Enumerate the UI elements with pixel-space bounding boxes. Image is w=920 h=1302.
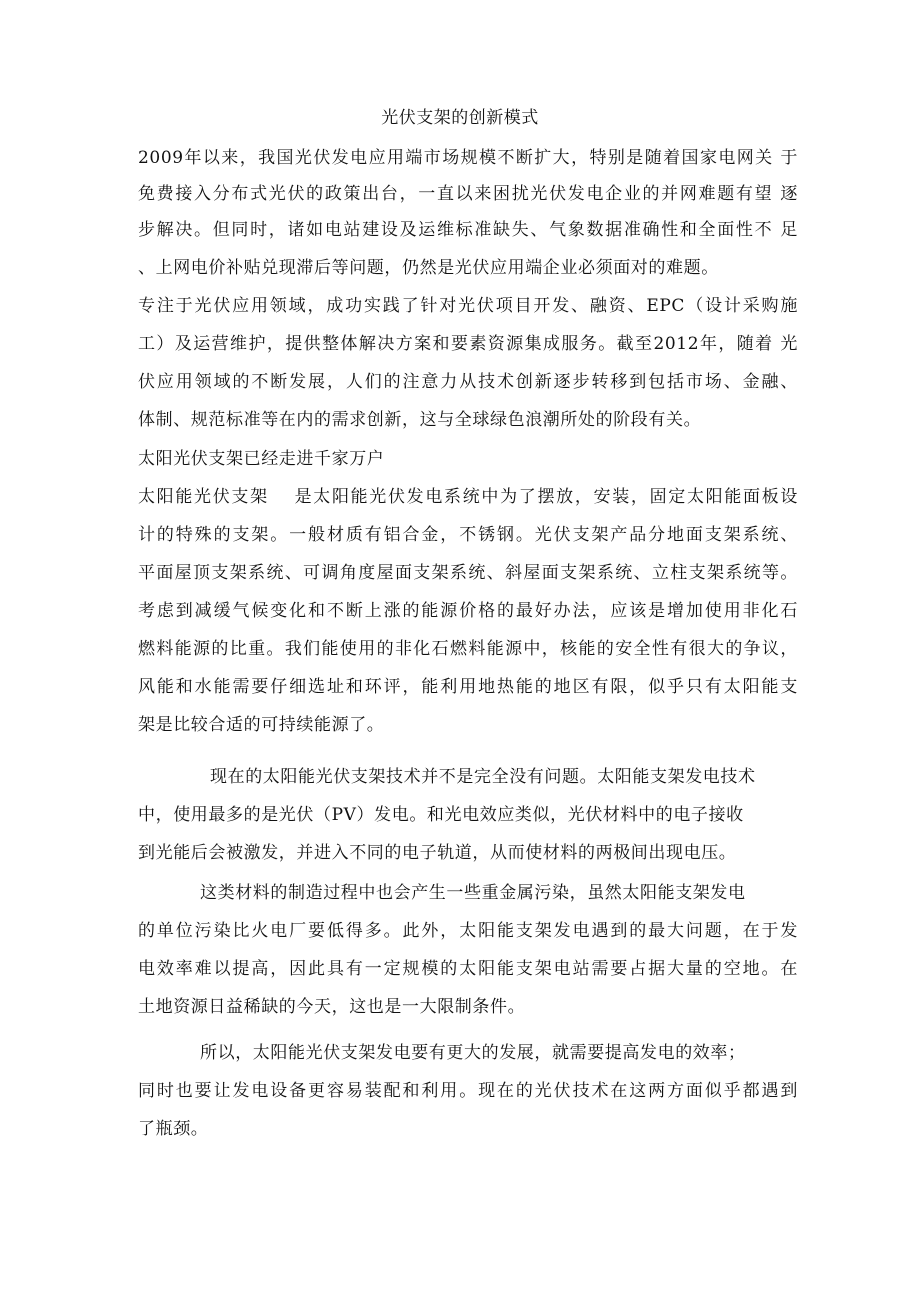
text-line: 伏应用领域的不断发展，人们的注意力从技术创新逐步转移到包括市场、金融、 [138, 372, 798, 392]
text-line: 中，使用最多的是光伏（PV）发电。和光电效应类似，光伏材料中的电子接收 [138, 805, 744, 825]
text-line: 所以，太阳能光伏支架发电要有更大的发展，就需要提高发电的效率； [200, 1043, 746, 1063]
text-line: 2009年以来，我国光伏发电应用端市场规模不断扩大，特别是随着国家电网关 于 [138, 148, 798, 168]
text-line: 风能和水能需要仔细选址和环评，能利用地热能的地区有限，似乎只有太阳能支 [138, 677, 798, 697]
text-line: 考虑到减缓气候变化和不断上涨的能源价格的最好办法，应该是增加使用非化石 [138, 601, 798, 621]
text-line: 体制、规范标准等在内的需求创新，这与全球绿色浪潮所处的阶段有关。 [138, 410, 702, 430]
text-line: 工）及运营维护，提供整体解决方案和要素资源集成服务。截至2012年，随着 光 [138, 334, 798, 354]
text-line: 的单位污染比火电厂要低得多。此外，太阳能支架发电遇到的最大问题，在于发 [138, 921, 798, 941]
text-line: 同时也要让发电设备更容易装配和利用。现在的光伏技术在这两方面似乎都遇到 [138, 1081, 798, 1101]
text-line: 电效率难以提高，因此具有一定规模的太阳能支架电站需要占据大量的空地。在 [138, 959, 798, 979]
text-line: 免费接入分布式光伏的政策出台，一直以来困扰光伏发电企业的并网难题有望 逐 [138, 184, 798, 204]
text-line: 了瓶颈。 [138, 1119, 209, 1139]
text-line: 专注于光伏应用领域，成功实践了针对光伏项目开发、融资、EPC（设计采购施 [138, 296, 798, 316]
text-line: 步解决。但同时，诸如电站建设及运维标准缺失、气象数据准确性和全面性不 足 [138, 220, 798, 240]
page-title: 光伏支架的创新模式 [381, 108, 539, 128]
section-heading: 太阳光伏支架已经走进千家万户 [138, 449, 385, 469]
text-line: 到光能后会被激发，并进入不同的电子轨道，从而使材料的两极间出现电压。 [138, 843, 737, 863]
text-line: 土地资源日益稀缺的今天，这也是一大限制条件。 [138, 997, 526, 1017]
text-line: 平面屋顶支架系统、可调角度屋面支架系统、斜屋面支架系统、立柱支架系统等。 [138, 563, 798, 583]
text-line: 燃料能源的比重。我们能使用的非化石燃料能源中，核能的安全性有很大的争议， [138, 639, 798, 659]
text-line: 太阳能光伏支架 是太阳能光伏发电系统中为了摆放，安装，固定太阳能面板设 [138, 487, 798, 507]
text-line: 、上网电价补贴兑现滞后等问题，仍然是光伏应用端企业必须面对的难题。 [138, 258, 719, 278]
text-line: 计的特殊的支架。一般材质有铝合金，不锈钢。光伏支架产品分地面支架系统、 [138, 525, 798, 545]
text-line: 现在的太阳能光伏支架技术并不是完全没有问题。太阳能支架发电技术 [210, 767, 756, 787]
text-line: 架是比较合适的可持续能源了。 [138, 715, 385, 735]
text-line: 这类材料的制造过程中也会产生一些重金属污染，虽然太阳能支架发电 [200, 883, 746, 903]
